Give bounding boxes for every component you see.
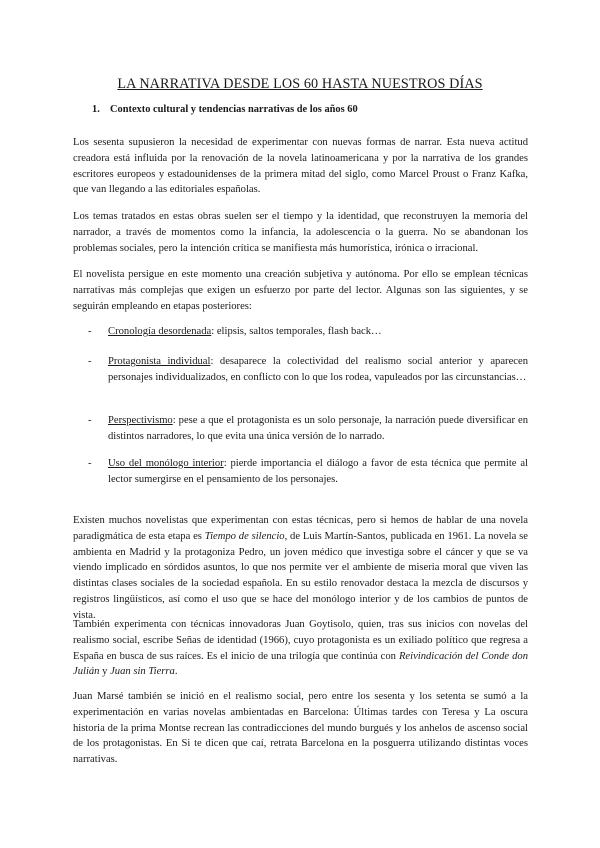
paragraph-themes: Los temas tratados en estas obras suelen ser el tiempo y la identidad, que reconstruyen la memoria del narrador, a través de momentos como la infancia, la adolescencia o la guerra. No se abandonan los problemas sociales, pero la intención crítica se manifiesta más humorística, irónica o irracional. xyxy=(73,211,528,254)
bullet-dash: - xyxy=(88,326,92,337)
list-item xyxy=(88,456,528,488)
paragraph-goytisolo xyxy=(73,617,528,680)
list-item xyxy=(88,413,528,445)
bullet-dash: - xyxy=(88,415,92,426)
bullet-text: : pierde importancia el diálogo a favor de esta técnica que permite al lector sumergirse en el pensamiento de los personajes. xyxy=(108,458,528,485)
paragraph-intro: Los sesenta supusieron la necesidad de experimentar con nuevas formas de narrar. Esta nueva actitud creadora está influida por la renovación de la novela latinoamericana y por la narrativa de los grandes escritores europeos y estadounidenses de la primera mitad del siglo, como Marcel Proust o Franz Kafka, que van llegando a las editoriales españolas. xyxy=(73,137,528,196)
bullet-dash: - xyxy=(88,458,92,469)
bullet-text: : desaparece la colectividad del realismo social anterior y aparecen personajes individualizados, en conflicto con lo que los rodea, vapuleados por las circunstancias… xyxy=(108,356,528,383)
paragraph-text: y xyxy=(99,666,111,678)
paragraph-text: , de Luis Martín-Santos, publicada en 1961. La novela se ambienta en Madrid y la protagoniza Pedro, un joven médico que investiga sobre el cáncer y que se va viendo implicado en sórdidos asuntos, lo que nos permite ver el ambiente de miseria moral que viven las distintas clases sociales de la sociedad española. En su estilo renovador destaca la mezcla de discursos y registros lingüísticos, así como el uso que se hace del monólogo interior y de los cambios de puntos de vista. xyxy=(73,530,528,621)
paragraph-marse: Juan Marsé también se inició en el realismo social, pero entre los sesenta y los setenta se sumó a la experimentación en varias novelas ambientadas en Barcelona: Últimas tardes con Teresa y La oscura historia de la prima Montse recrean las contradicciones del mundo burgués y los anhelos de ascenso social de los protagonistas. En Si te dicen que caí, retrata Barcelona en la posguerra utilizando distintas voces narrativas. xyxy=(73,691,528,766)
section-heading-text: Contexto cultural y tendencias narrativas de los años 60 xyxy=(110,104,358,115)
list-item xyxy=(88,354,528,386)
document-title: LA NARRATIVA DESDE LOS 60 HASTA NUESTROS DÍAS xyxy=(117,76,483,92)
bullet-term: Cronología desordenada xyxy=(108,326,212,337)
book-title: Tiempo de silencio xyxy=(204,530,285,542)
section-number: 1. xyxy=(92,104,100,115)
book-title: Juan sin Tierra xyxy=(110,666,175,678)
paragraph-tiempo-de-silencio xyxy=(73,513,528,624)
paragraph-techniques: El novelista persigue en este momento una creación subjetiva y autónoma. Por ello se emplean técnicas narrativas más complejas que exigen un esfuerzo por parte del lector. Algunas son las siguientes, y se seguirán empleando en etapas posteriores: xyxy=(73,269,528,312)
bullet-dash: - xyxy=(88,356,92,367)
paragraph-text: . xyxy=(174,666,178,678)
bullet-term: Protagonista individual xyxy=(108,356,211,367)
section-heading xyxy=(92,104,358,115)
paragraph-text: También experimenta con técnicas innovadoras Juan Goytisolo, quien, tras sus inicios con novelas del realismo social, escribe Señas de identidad (1966), cuyo protagonista es un exiliado político que regresa a España en busca de sus raíces. Es el inicio de una trilogía que continúa con xyxy=(73,619,528,662)
list-item xyxy=(88,324,528,340)
bullet-term: Uso del monólogo interior xyxy=(108,458,224,469)
book-title: Reivindicación del Conde don Julián xyxy=(73,650,528,678)
bullet-text: : pese a que el protagonista es un solo personaje, la narración puede diversificar en distintos narradores, lo que evita una única versión de lo narrado. xyxy=(108,415,528,442)
bullet-term: Perspectivismo xyxy=(108,415,173,426)
paragraph-text: Existen muchos novelistas que experimentan con estas técnicas, pero si hemos de hablar de una novela paradigmática de esta etapa es xyxy=(73,515,528,542)
bullet-text: : elipsis, saltos temporales, flash back… xyxy=(211,326,382,337)
